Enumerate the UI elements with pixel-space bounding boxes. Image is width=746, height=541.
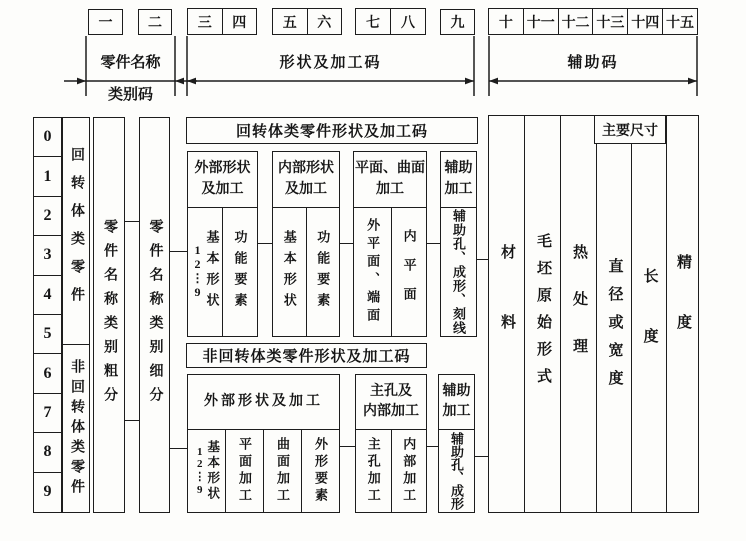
digit-range-1-to-9 [194, 446, 205, 497]
digit-2: 2 [194, 257, 201, 272]
rotational-parts-cell [63, 118, 89, 345]
rot-external-shape-title-line1: 外部形状 [194, 161, 251, 176]
row-digit: 8 [34, 433, 61, 472]
material-label: 材料 [499, 244, 515, 384]
diameter-width-label: 直径或宽度 [606, 258, 623, 398]
code-digit-3: 三 [197, 15, 212, 31]
link-nonrot-g1-g2 [339, 446, 356, 447]
rotational-parts-label: 回转体类零件 [69, 147, 84, 315]
digit-range-1-to-9 [192, 244, 204, 299]
nonrot-internal-process-label: 内部加工 [401, 437, 417, 505]
rot-aux-process-group [440, 151, 477, 337]
name-category-fine-column [139, 117, 170, 513]
main-dimensions-header [594, 115, 666, 144]
nonrot-aux-holes-cell [439, 430, 474, 512]
nonrot-outline-elements-label: 外形要素 [313, 437, 328, 505]
rot-aux-process-title-line1: 辅助 [444, 161, 473, 176]
rot-int-basic-shape-label: 基本形状 [281, 230, 297, 314]
nonrot-basic-shape-cell [188, 430, 225, 512]
nonrot-external-shape-group [187, 374, 340, 513]
digit-1: 1 [197, 445, 203, 458]
rot-plane-surface-title-line1: 平面、曲面 [355, 161, 425, 176]
length-label: 长度 [641, 268, 658, 388]
digit-1: 1 [194, 243, 201, 258]
rot-int-functional-elements-cell [306, 208, 340, 336]
row-digit-column [33, 117, 62, 513]
nonrot-main-hole-title-line1: 主孔及 [370, 384, 412, 399]
rot-aux-holes-cell [441, 208, 476, 336]
code-digit-4: 四 [222, 9, 257, 34]
part-name-label: 零件名称 [100, 54, 161, 71]
nonrot-surface-process-label: 曲面加工 [275, 437, 290, 505]
precision-column [666, 116, 698, 512]
digit-9: 9 [194, 284, 201, 299]
nonrot-plane-process-label: 平面加工 [237, 437, 252, 505]
code-digit-5: 五 [282, 15, 297, 31]
code-digit-13: 十三 [592, 9, 627, 34]
main-dimensions-label: 主要尺寸 [602, 123, 658, 139]
row-digit: 6 [34, 354, 61, 393]
rot-basic-shape-cell [188, 208, 222, 336]
rot-functional-elements-cell [222, 208, 257, 336]
row-digit: 4 [34, 276, 61, 315]
rot-internal-shape-title-line1: 内部形状 [278, 161, 334, 176]
link-rot-g3-g4 [426, 243, 441, 244]
rotational-shape-code-header [186, 117, 478, 144]
digit-ellipsis: ⋮ [194, 471, 206, 483]
link-rot-g1-g2 [257, 243, 273, 244]
non-rotational-parts-cell [63, 345, 89, 512]
part-class-column [62, 117, 90, 513]
row-digit: 9 [43, 483, 52, 501]
heat-treatment-column [560, 116, 596, 512]
material-column [489, 116, 524, 512]
non-rotational-parts-label: 非回转体类零件 [69, 358, 84, 499]
rot-aux-holes-label: 辅助孔、成形、刻线 [451, 209, 466, 335]
digit-ellipsis: ⋮ [191, 271, 204, 285]
rot-inner-plane-label: 内平面 [401, 228, 417, 316]
nonrot-internal-process-cell [391, 430, 427, 512]
rot-external-shape-group [187, 151, 258, 337]
link-nonrot-g3-aux [474, 456, 489, 457]
rot-outer-plane-cell [354, 208, 391, 336]
code-digit-9: 九 [440, 9, 475, 35]
rot-int-functional-elements-label: 功能要素 [315, 230, 331, 314]
length-column [631, 116, 666, 512]
nonrot-shape-code-title: 非回转体类零件形状及加工码 [202, 349, 411, 365]
aux-code-label: 辅助码 [567, 54, 619, 71]
code-digit-11: 十一 [523, 9, 558, 34]
row-digit: 5 [34, 315, 61, 354]
shape-process-code-label: 形状及加工码 [279, 54, 382, 71]
rot-external-shape-title-line2: 及加工 [201, 182, 244, 197]
heat-treatment-label: 热处理 [571, 243, 587, 385]
code-digit-6: 六 [307, 9, 342, 34]
nonrot-aux-holes-label: 辅助孔、成形 [449, 432, 464, 510]
link-coarse-fine-lower [124, 420, 140, 421]
code-digit-2: 二 [138, 9, 172, 35]
rot-basic-shape-label: 基本形状 [204, 230, 220, 314]
name-category-fine-label: 零件名称类别细分 [147, 219, 163, 411]
name-category-coarse-label: 零件名称类别粗分 [102, 219, 117, 411]
auxiliary-code-section [488, 115, 699, 513]
code-digit-15: 十五 [662, 9, 697, 34]
rot-plane-surface-title-line2: 加工 [376, 182, 404, 197]
link-fine-rot-section [169, 251, 188, 252]
rot-functional-elements-label: 功能要素 [232, 230, 248, 314]
rot-outer-plane-label: 外平面、端面 [365, 218, 381, 326]
link-fine-nonrot-section [169, 448, 188, 449]
code-digit-7: 七 [366, 15, 380, 31]
rotational-shape-code-title: 回转体类零件形状及加工码 [235, 124, 428, 140]
link-nonrot-g2-g3 [426, 446, 439, 447]
rot-plane-surface-group [353, 151, 427, 337]
rot-aux-process-title-line2: 加工 [444, 182, 473, 197]
rot-inner-plane-cell [391, 208, 426, 336]
nonrot-outline-elements-cell [301, 430, 339, 512]
code-digits-3-4 [187, 8, 257, 35]
row-digit: 7 [34, 394, 61, 433]
code-digit-10: 十 [498, 15, 513, 31]
link-rot-g4-aux [476, 259, 489, 260]
row-digit: 0 [34, 118, 61, 157]
nonrot-aux-process-group [438, 374, 475, 513]
row-digit: 3 [34, 236, 61, 275]
nonrot-main-hole-label: 主孔加工 [365, 437, 381, 505]
nonrot-main-hole-cell [356, 430, 391, 512]
nonrot-surface-process-cell [263, 430, 301, 512]
row-digit: 2 [34, 197, 61, 236]
diameter-width-column [596, 116, 631, 512]
code-digit-12: 十二 [558, 9, 593, 34]
link-rot-g2-g3 [339, 243, 354, 244]
nonrot-aux-process-title-line1: 辅助 [442, 384, 471, 399]
nonrot-external-shape-title: 外部形状及加工 [204, 394, 323, 409]
code-digit-8: 八 [390, 9, 425, 34]
code-digit-1: 一 [88, 9, 123, 35]
code-digits-10-15 [488, 8, 698, 35]
blank-form-label: 毛坯原始形式 [535, 233, 551, 395]
nonrot-aux-process-title-line2: 加工 [442, 404, 471, 419]
digit-2: 2 [197, 458, 203, 471]
digit-9: 9 [197, 483, 203, 496]
row-digit: 1 [34, 157, 61, 196]
nonrot-main-hole-title-line2: 内部加工 [363, 404, 419, 419]
rot-int-basic-shape-cell [273, 208, 306, 336]
code-digits-5-6 [272, 8, 342, 35]
nonrot-shape-code-header [186, 343, 427, 368]
nonrot-main-hole-group [355, 374, 427, 513]
nonrot-plane-process-cell [225, 430, 263, 512]
blank-form-column [524, 116, 560, 512]
link-coarse-fine-upper [124, 221, 140, 222]
name-category-coarse-column [93, 117, 125, 513]
code-digits-7-8 [355, 8, 426, 35]
precision-label: 精度 [675, 254, 691, 374]
nonrot-basic-shape-label: 基本形状 [205, 440, 220, 502]
category-code-label: 类别码 [107, 86, 153, 103]
code-digit-14: 十四 [627, 9, 662, 34]
rot-internal-shape-group [272, 151, 340, 337]
rot-internal-shape-title-line2: 及加工 [285, 182, 327, 197]
